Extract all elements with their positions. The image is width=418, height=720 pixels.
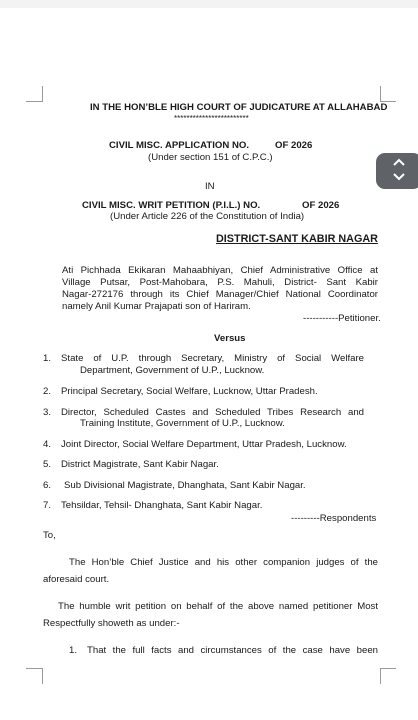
heading-stars: ************************ — [174, 114, 249, 123]
petition-article: (Under Article 226 of the Constitution of India) — [110, 211, 305, 222]
respondent-number: 2. — [43, 386, 52, 397]
crop-mark-top-left-vertical — [42, 86, 43, 102]
respondent-number: 3. — [43, 407, 52, 418]
petitioner-line: Ati Pichhada Ekikaran Mahaabhiyan, Chief Administrative Office at — [62, 265, 378, 276]
humble-line: The humble writ petition on behalf of the above named petitioner Most — [58, 601, 378, 612]
petition-year: OF 2026 — [302, 200, 340, 211]
respondent-line: Sub Divisional Magistrate, Dhanghata, Sant Kabir Nagar. — [64, 480, 306, 491]
application-year: OF 2026 — [275, 140, 313, 151]
respondent-line: Department, Government of U.P., Lucknow. — [80, 365, 265, 376]
page-scroll-control[interactable] — [376, 153, 418, 189]
application-title: CIVIL MISC. APPLICATION NO. — [109, 140, 250, 151]
crop-mark-bottom-right-vertical — [380, 668, 381, 684]
respondent-number: 1. — [43, 353, 52, 364]
respondent-number: 7. — [43, 500, 52, 511]
respondent-line: Principal Secretary, Social Welfare, Lucknow, Uttar Pradesh. — [61, 386, 318, 397]
crop-mark-top-right-vertical — [380, 86, 381, 102]
petition-title: CIVIL MISC. WRIT PETITION (P.I.L.) NO. — [82, 200, 261, 211]
crop-mark-top-left-horizontal — [26, 101, 43, 102]
chevron-down-icon[interactable] — [393, 173, 405, 184]
petitioner-line: namely Anil Kumar Prajapati son of Hariram. — [62, 301, 251, 312]
respondent-number: 6. — [43, 480, 52, 491]
in-label: IN — [205, 181, 215, 192]
respondent-line: State of U.P. through Secretary, Ministry of Social Welfare — [61, 353, 364, 364]
crop-mark-bottom-left-horizontal — [26, 668, 43, 669]
crop-mark-bottom-right-horizontal — [380, 668, 396, 669]
crop-mark-bottom-left-vertical — [42, 668, 43, 684]
chevron-up-icon[interactable] — [393, 158, 405, 169]
petitioner-role: -----------Petitioner. — [303, 313, 381, 324]
humble-line: Respectfully showeth as under:- — [43, 618, 180, 629]
respondent-number: 5. — [43, 459, 52, 470]
petitioner-line: Village Putsar, Post-Mahobara, P.S. Mahuli, District- Sant Kabir — [62, 277, 378, 288]
respondent-line: District Magistrate, Sant Kabir Nagar. — [61, 459, 219, 470]
respondents-role: ---------Respondents — [291, 513, 377, 524]
address-line: aforesaid court. — [43, 574, 110, 585]
court-heading: IN THE HON’BLE HIGH COURT OF JUDICATURE AT ALLAHABAD — [90, 102, 388, 113]
petitioner-line: Nagar-272176 through its Chief Manager/Chief National Coordinator — [62, 289, 378, 300]
page-top-edge — [0, 0, 418, 8]
district-heading: DISTRICT-SANT KABIR NAGAR — [216, 233, 378, 245]
respondent-number: 4. — [43, 439, 52, 450]
address-line: The Hon’ble Chief Justice and his other companion judges of the — [69, 557, 378, 568]
respondent-line: Joint Director, Social Welfare Department, Uttar Pradesh, Lucknow. — [61, 439, 347, 450]
versus-heading: Versus — [214, 333, 246, 344]
to-label: To, — [43, 530, 56, 541]
paragraph-text: That the full facts and circumstances of the case have been — [87, 645, 378, 656]
paragraph-number: 1. — [69, 645, 78, 656]
respondent-line: Director, Scheduled Castes and Scheduled Tribes Research and — [61, 407, 364, 418]
application-section: (Under section 151 of C.P.C.) — [148, 152, 273, 163]
respondent-line: Training Institute, Government of U.P., Lucknow. — [80, 418, 285, 429]
respondent-line: Tehsildar, Tehsil- Dhanghata, Sant Kabir Nagar. — [61, 500, 263, 511]
